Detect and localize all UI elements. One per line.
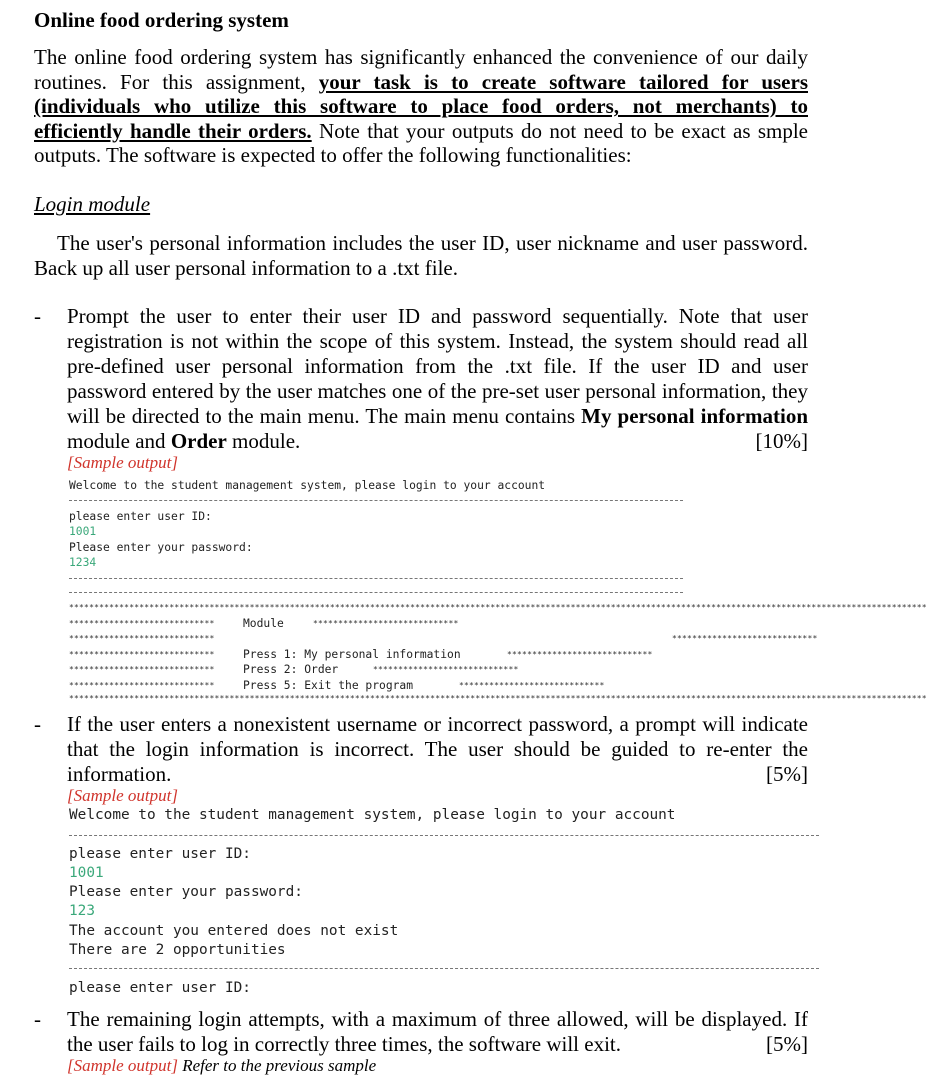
console-welcome: Welcome to the student management system, please login to your account bbox=[69, 479, 546, 492]
console-prompt-password: Please enter your password: bbox=[69, 541, 253, 554]
menu-star-fill: ***************************** bbox=[69, 634, 215, 643]
bullet-dash: - bbox=[34, 1007, 41, 1031]
menu-star-fill: ***************************** bbox=[69, 619, 215, 628]
requirement-bullet-3 bbox=[34, 1007, 808, 1075]
requirement-bullet-1 bbox=[34, 304, 808, 472]
intro-text-2: Note that your outputs do not need to be exact as smple outputs. The software is expected to offer the following functionalities: bbox=[34, 118, 809, 167]
sample-output-label: [Sample output] bbox=[67, 453, 178, 472]
bullet-text bbox=[67, 1007, 808, 1057]
console-divider bbox=[69, 835, 819, 836]
sample-output-label: [Sample output] bbox=[67, 786, 178, 805]
console-prompt-id-retry: please enter user ID: bbox=[69, 980, 251, 996]
console-welcome: Welcome to the student management system, please login to your account bbox=[69, 807, 676, 823]
menu-star-border: *************************************************************************************************************************************************************************** bbox=[69, 603, 927, 612]
console-prompt-id: please enter user ID: bbox=[69, 846, 251, 862]
sample-output-reference: Refer to the previous sample bbox=[182, 1056, 377, 1075]
bullet-percent: [5%] bbox=[766, 1032, 808, 1056]
sample-output-label bbox=[67, 1057, 808, 1075]
bullet-dash: - bbox=[34, 304, 41, 328]
section-heading-login: Login module bbox=[34, 192, 151, 216]
console-id-value: 1001 bbox=[69, 525, 97, 538]
requirement-bullet-2 bbox=[34, 712, 808, 805]
bullet-text-body: If the user enters a nonexistent username or incorrect password, a prompt will indicate that the login information is incorrect. The user should be guided to re-enter the information. bbox=[67, 712, 808, 786]
sample-output-tag: [Sample output] bbox=[67, 1056, 178, 1075]
menu-star-fill: ***************************** bbox=[459, 681, 605, 690]
menu-item-exit: Press 5: Exit the program bbox=[243, 679, 414, 692]
console-divider bbox=[69, 500, 683, 501]
menu-star-fill: ***************************** bbox=[313, 619, 459, 628]
console-error-message: The account you entered does not exist bbox=[69, 923, 399, 939]
console-prompt-id: please enter user ID: bbox=[69, 510, 212, 523]
console-divider bbox=[69, 592, 683, 593]
console-prompt-password: Please enter your password: bbox=[69, 884, 303, 900]
console-divider bbox=[69, 578, 683, 579]
menu-star-fill: ***************************** bbox=[69, 665, 215, 674]
bullet-bold-personal-info: My personal information bbox=[581, 404, 809, 428]
menu-star-border: *************************************************************************************************************************************************************************** bbox=[69, 694, 927, 703]
menu-star-fill: ***************************** bbox=[373, 665, 519, 674]
console-password-value: 123 bbox=[69, 903, 95, 919]
bullet-percent: [10%] bbox=[755, 429, 808, 453]
intro-emphasis: your task is to create software tailored for users (individuals who utilize this software to place food orders, not merchants) to efficiently handle their orders. bbox=[34, 69, 808, 143]
bullet-dash: - bbox=[34, 712, 41, 736]
menu-star-fill: ***************************** bbox=[69, 681, 215, 690]
info-paragraph: The user's personal information includes the user ID, user nickname and user password. Back up all user personal information to a .txt file. bbox=[34, 231, 808, 280]
bullet-text-body: The remaining login attempts, with a maximum of three allowed, will be displayed. If the user fails to log in correctly three times, the software will exit. bbox=[67, 1007, 808, 1056]
bullet-text-c: module. bbox=[226, 429, 301, 453]
menu-title: Module bbox=[243, 617, 284, 630]
menu-item-order: Press 2: Order bbox=[243, 663, 339, 676]
bullet-bold-order: Order bbox=[170, 429, 227, 453]
document-title: Online food ordering system bbox=[34, 8, 289, 32]
console-divider bbox=[69, 968, 819, 969]
bullet-percent: [5%] bbox=[766, 762, 808, 786]
menu-item-personal-info: Press 1: My personal information bbox=[243, 648, 461, 661]
bullet-text bbox=[67, 304, 808, 454]
intro-paragraph bbox=[34, 45, 808, 168]
menu-star-fill: ***************************** bbox=[507, 650, 653, 659]
console-password-value: 1234 bbox=[69, 556, 97, 569]
bullet-text-a: Prompt the user to enter their user ID and password sequentially. Note that user registration is not within the scope of this system. Instead, the system should read all pre-defined user personal information from the .txt file. If the user ID and user password entered by the user matches one of the pre-set user personal information, they will be directed to the main menu. The main menu contains bbox=[67, 304, 808, 428]
bullet-text-b: module and bbox=[67, 429, 171, 453]
console-remaining-attempts: There are 2 opportunities bbox=[69, 942, 286, 958]
intro-text-1: The online food ordering system has significantly enhanced the convenience of our daily routines. For this assignment, bbox=[34, 45, 808, 94]
bullet-text bbox=[67, 712, 808, 787]
menu-star-fill: ***************************** bbox=[69, 650, 215, 659]
menu-star-fill: ***************************** bbox=[672, 634, 818, 643]
console-id-value: 1001 bbox=[69, 865, 104, 881]
